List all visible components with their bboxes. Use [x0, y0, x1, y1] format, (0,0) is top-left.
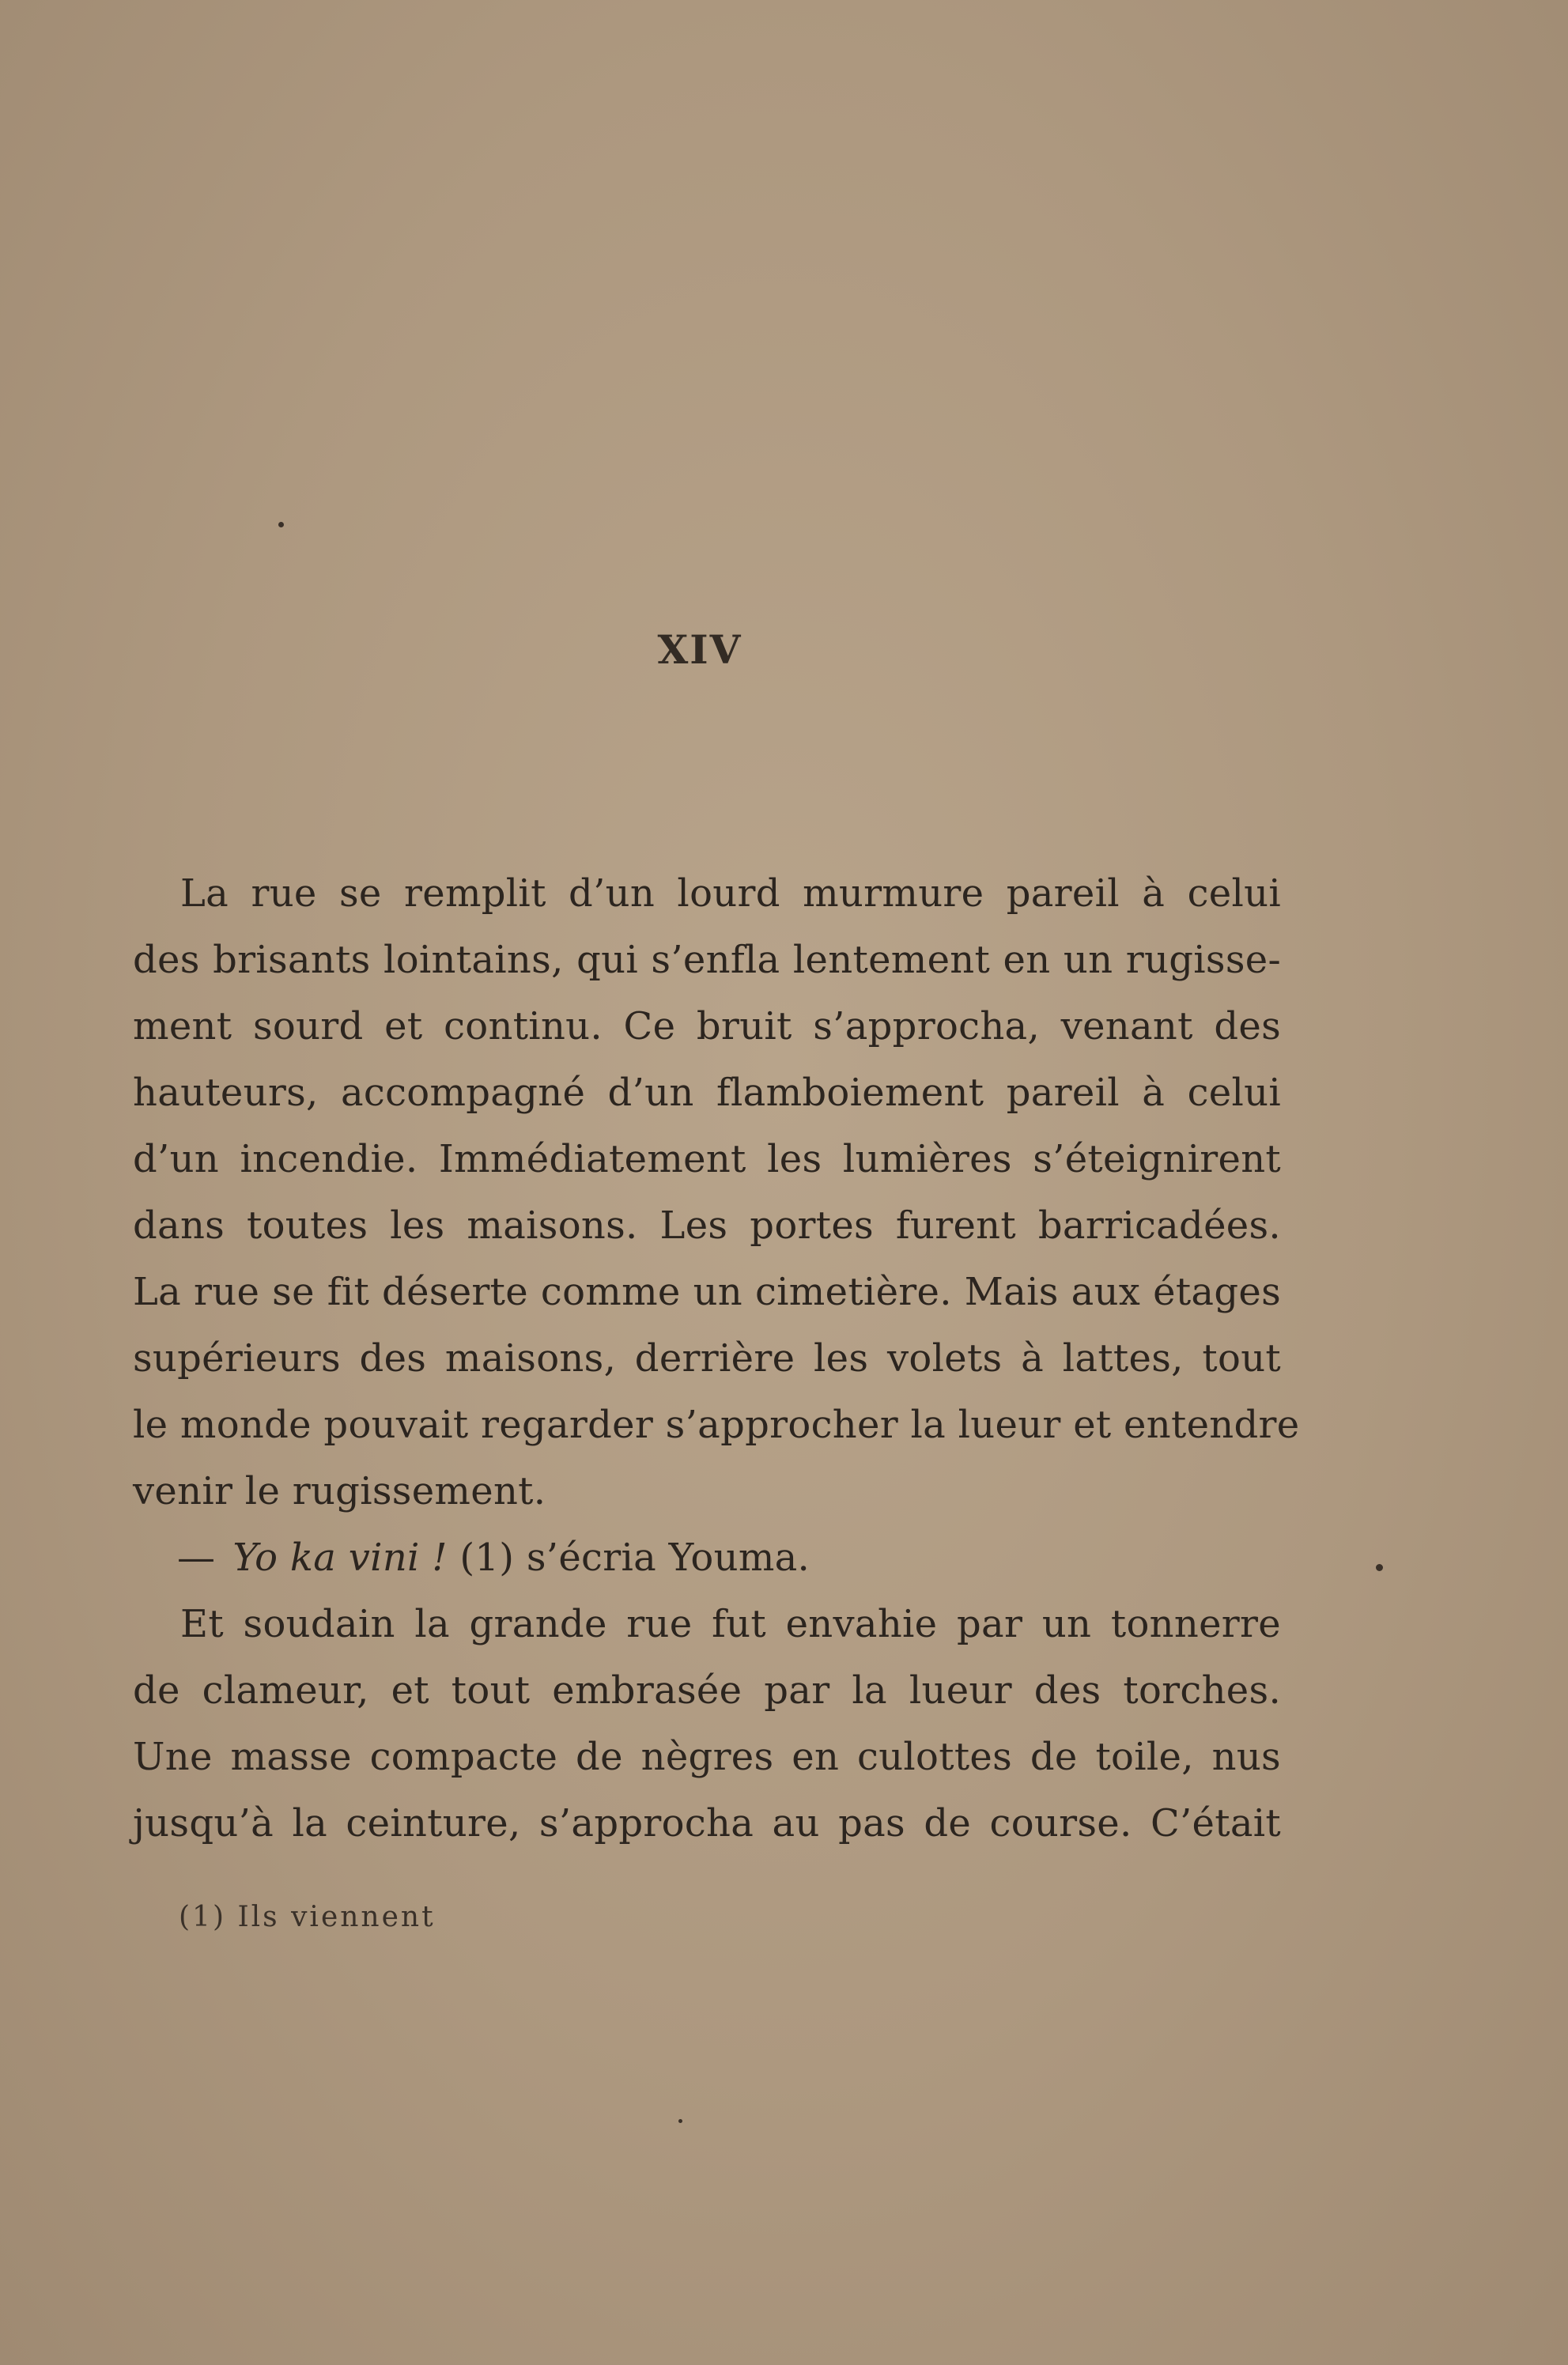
paper-speck [278, 522, 284, 527]
text-line: La rue se fit déserte comme un cimetière. Mais aux étages [133, 1270, 1281, 1314]
chapter-heading: XIV [657, 626, 742, 673]
text-line: d’un incendie. Immédiatement les lumières s’éteignirent [133, 1137, 1281, 1181]
text-line: supérieurs des maisons, derrière les volets à lattes, tout [133, 1336, 1281, 1381]
text-line: Et soudain la grande rue fut envahie par un tonnerre [180, 1602, 1281, 1646]
paper-speck [1376, 1564, 1383, 1571]
text-line: jusqu’à la ceinture, s’approcha au pas de course. C’était [133, 1801, 1281, 1846]
body-text [133, 860, 1300, 1857]
text-line: des brisants lointains, qui s’enfla lentement en un rugisse- [133, 938, 1281, 982]
footnote: (1) Ils viennent [179, 1901, 436, 1933]
dialog-rest: (1) s’écria Youma. [459, 1536, 810, 1580]
text-line: de clameur, et tout embrasée par la lueur des torches. [133, 1668, 1281, 1713]
text-line: Une masse compacte de nègres en culottes de toile, nus [133, 1735, 1281, 1779]
text-line: La rue se remplit d’un lourd murmure pareil à celui [180, 871, 1281, 916]
text-line: le monde pouvait regarder s’approcher la lueur et entendre [133, 1403, 1300, 1447]
dialog-line [133, 1524, 1281, 1591]
text-line: dans toutes les maisons. Les portes furent barricadées. [133, 1203, 1281, 1248]
dialog-dash: — [177, 1536, 216, 1580]
text-line: venir le rugissement. [133, 1469, 546, 1513]
dialog-italic: Yo ka vini ! [232, 1536, 448, 1580]
text-line: ment sourd et continu. Ce bruit s’approcha, venant des [133, 1004, 1281, 1048]
text-line: hauteurs, accompagné d’un flamboiement pareil à celui [133, 1071, 1281, 1115]
paper-speck [678, 2119, 682, 2123]
